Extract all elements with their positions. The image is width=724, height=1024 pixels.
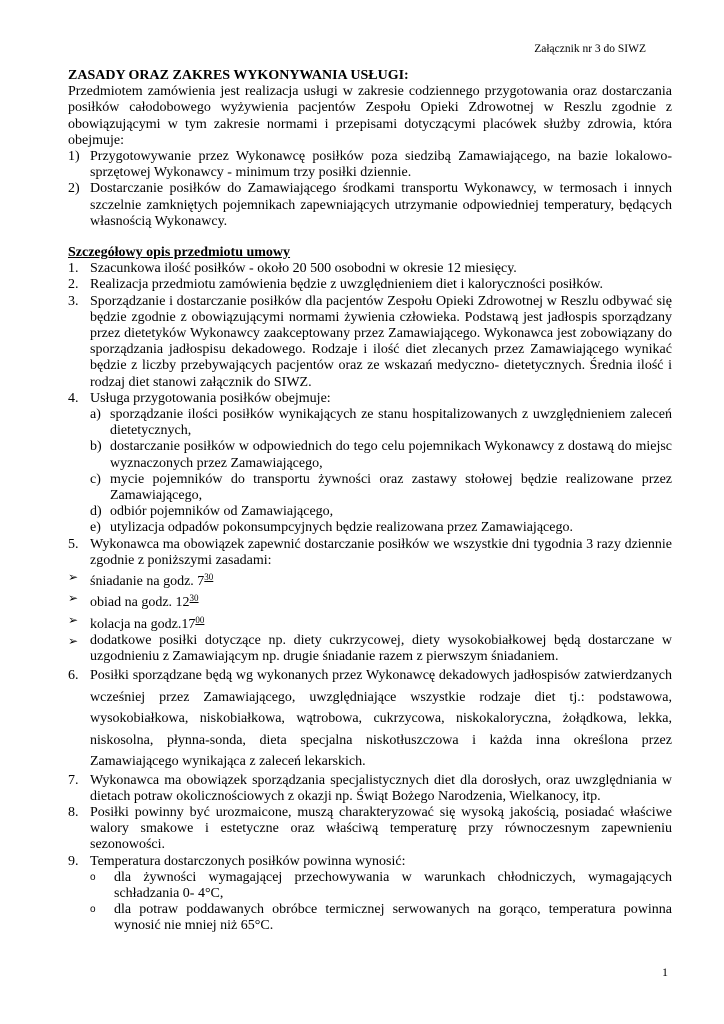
detail-item-5: [68, 537, 672, 569]
detail-item-number: 4.: [68, 390, 79, 406]
detail-item-6: [68, 665, 672, 773]
sub-item-letter: e): [90, 520, 101, 536]
meal-breakfast: [68, 569, 672, 590]
scope-item-number: 1): [68, 149, 80, 165]
detail-item-number: 2.: [68, 277, 79, 293]
scope-item-number: 2): [68, 181, 80, 197]
meal-time-superscript: 30: [204, 572, 214, 583]
circle-bullet-icon: o: [90, 871, 96, 883]
intro-paragraph: Przedmiotem zamówienia jest realizacja usługi w zakresie codziennego przygotowania oraz dostarczania posiłków całodobowego wyżywienia pacjentów Zespołu Opieki Zdrowotnej w Reszlu zgodnie z obowiązującymi w tym zakresie normami i przepisami dotyczącymi placówek służby zdrowia, która obejmuje:: [68, 84, 672, 148]
detail-item-number: 3.: [68, 293, 79, 309]
arrow-bullet-icon: ➢: [68, 612, 79, 627]
temperature-text: dla potraw poddawanych obróbce termicznej serwowanych na gorąco, temperatura powinna wynosić nie mniej niż 65°C.: [114, 902, 672, 934]
meal-label: śniadanie na godz. 7: [90, 574, 205, 590]
detail-item-number: 9.: [68, 853, 79, 869]
temperature-cold: [68, 870, 672, 902]
sub-item-letter: c): [90, 471, 101, 487]
sub-item-letter: b): [90, 439, 102, 455]
meal-lunch: [68, 590, 672, 611]
circle-bullet-icon: o: [90, 904, 96, 916]
temperature-hot: [68, 902, 672, 934]
detail-item-text: Wykonawca ma obowiązek zapewnić dostarczanie posiłków we wszystkie dni tygodnia 3 razy dziennie zgodnie z poniższymi zasadami:: [90, 536, 672, 568]
sub-item-text: utylizacja odpadów pokonsumpcyjnych będzie realizowana przez Zamawiającego.: [110, 520, 573, 536]
detail-item-text: Posiłki powinny być urozmaicone, muszą charakteryzować się wysoką jakością, posiadać właściwe walory smakowe i estetyczne oraz właściwą temperaturę przy równoczesnym zapewnieniu sezonowości.: [90, 805, 672, 853]
extra-meals-text: dodatkowe posiłki dotyczące np. diety cukrzycowej, diety wysokobiałkowej będą dostarczane w uzgodnieniu z Zamawiającym np. drugie śniadanie razem z pierwszym śniadaniem.: [90, 632, 672, 664]
service-sub-item-c: [68, 472, 672, 504]
detail-item-number: 5.: [68, 536, 79, 552]
scope-item-1: [68, 149, 672, 181]
sub-item-text: odbiór pojemników od Zamawiającego,: [110, 504, 334, 520]
detail-item-number: 7.: [68, 772, 79, 788]
document-title: ZASADY ORAZ ZAKRES WYKONYWANIA USŁUGI:: [68, 68, 409, 83]
attachment-label: Załącznik nr 3 do SIWZ: [534, 43, 646, 55]
detail-item-text: Szacunkowa ilość posiłków - około 20 500 osobodni w okresie 12 miesięcy.: [90, 261, 517, 277]
sub-item-text: sporządzanie ilości posiłków wynikających ze stanu hospitalizowanych z uwzględnieniem zaleceń dietetycznych,: [110, 407, 672, 439]
service-sub-item-d: [68, 504, 672, 520]
scope-item-text: Dostarczanie posiłków do Zamawiającego środkami transportu Wykonawcy, w termosach i innych szczelnie zamkniętych pojemnikach zapewniających utrzymanie odpowiedniej temperatury, będących własnością Wykonawcy.: [90, 181, 672, 229]
meal-time-superscript: 00: [195, 614, 205, 625]
temperature-text: dla żywności wymagającej przechowywania w warunkach chłodniczych, wymagających schładzania 0- 4°C,: [114, 869, 672, 902]
scope-item-2: [68, 181, 672, 230]
sub-item-text: dostarczanie posiłków w odpowiednich do tego celu pojemnikach Wykonawcy z dostawą do miejsc wyznaczonych przez Zamawiającego,: [110, 439, 672, 471]
service-sub-item-a: [68, 407, 672, 439]
arrow-bullet-icon: ➢: [68, 591, 79, 606]
service-sub-item-b: [68, 439, 672, 471]
detail-item-7: [68, 773, 672, 805]
detail-item-number: 6.: [68, 668, 79, 684]
meal-label: kolacja na godz.17: [90, 616, 196, 632]
details-heading: Szczegółowy opis przedmiotu umowy: [68, 245, 291, 261]
detail-item-2: [68, 277, 672, 293]
detail-item-text: Sporządzanie i dostarczanie posiłków dla pacjentów Zespołu Opieki Zdrowotnej w Reszlu odbywać się będzie zgodnie z obowiązującymi normami żywienia człowieka. Podstawą jest jadłospis sporządzany przez dietetyków Wykonawcy zaakceptowany przez Zamawiającego. Wykonawca jest zobowiązany do sporządzania jadłospisu dekadowego. Rodzaje i ilość diet zlecanych przez Zamawiającego wynikać będzie z liczby przebywających pacjentów oraz ze wskazań medyczno- dietetycznych. Średnia ilość i rodzaj diet stanowi załącznik do SIWZ.: [90, 293, 672, 390]
sub-item-letter: d): [90, 504, 102, 520]
meal-label: obiad na godz. 12: [90, 595, 190, 611]
meal-extra: [68, 633, 672, 665]
detail-item-4: [68, 391, 672, 407]
document-body: [68, 68, 672, 935]
sub-item-text: mycie pojemników do transportu żywności oraz zastawy stołowej będzie realizowane przez Zamawiającego,: [110, 471, 672, 504]
sub-item-letter: a): [90, 407, 101, 423]
detail-item-8: [68, 805, 672, 854]
detail-item-text: Usługa przygotowania posiłków obejmuje:: [90, 390, 331, 406]
detail-item-text: Temperatura dostarczonych posiłków powinna wynosić:: [90, 853, 406, 869]
detail-item-text: Realizacja przedmiotu zamówienia będzie z uwzględnieniem diet i kaloryczności posiłków.: [90, 277, 604, 293]
detail-item-9: [68, 854, 672, 870]
detail-item-text: Posiłki sporządzane będą wg wykonanych przez Wykonawcę dekadowych jadłospisów zatwierdzanych wcześniej przez Zamawiającego, uwzględniające wszystkie rodzaje diet tj.: podstawowa, wysokobiałkowa, niskobiałkowa, wątrobowa, cukrzycowa, niskokaloryczna, żołądkowa, lekka, niskosolna, płynna-sonda, dieta specjalna niskotłuszczowa i każda inna określona przez Zamawiającego wynikająca z zaleceń lekarskich.: [90, 668, 672, 770]
detail-item-text: Wykonawca ma obowiązek sporządzania specjalistycznych diet dla dorosłych, oraz uwzględniania w dietach potraw okolicznościowych z okazji np. Świąt Bożego Narodzenia, Wielkanocy, itp.: [90, 772, 672, 804]
page-number: 1: [662, 965, 668, 979]
arrow-bullet-icon: ➢: [68, 633, 79, 648]
detail-item-number: 1.: [68, 261, 79, 277]
detail-item-number: 8.: [68, 805, 79, 821]
meal-dinner: [68, 612, 672, 633]
detail-item-3: [68, 294, 672, 391]
scope-item-text: Przygotowywanie przez Wykonawcę posiłków poza siedzibą Zamawiającego, na bazie lokalowo-sprzętowej Wykonawcy - minimum trzy posiłki dziennie.: [90, 149, 672, 181]
service-sub-item-e: [68, 520, 672, 536]
arrow-bullet-icon: ➢: [68, 570, 79, 585]
detail-item-1: [68, 261, 672, 277]
meal-time-superscript: 30: [189, 593, 199, 604]
